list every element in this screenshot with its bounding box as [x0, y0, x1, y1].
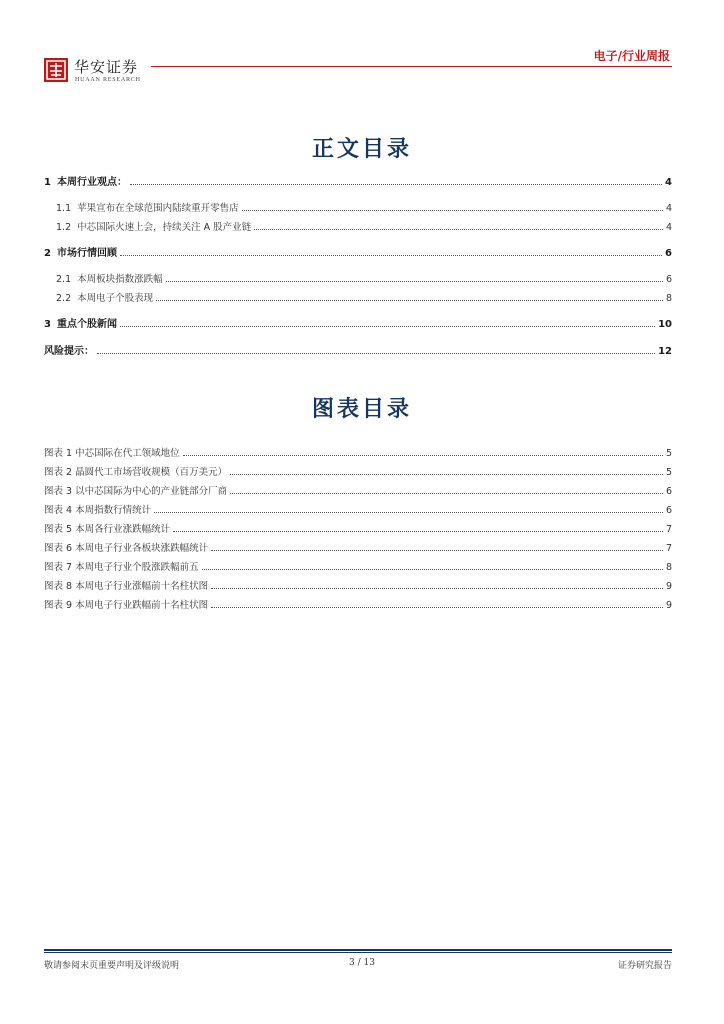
toc-item-page: 4: [665, 222, 672, 233]
figure-item-6[interactable]: [44, 540, 672, 554]
toc-leader: [120, 326, 655, 327]
toc-item-1[interactable]: [44, 174, 672, 188]
brand-name-cn: 华安证券: [74, 58, 139, 76]
figure-item-3[interactable]: [44, 483, 672, 497]
toc-item-2-2[interactable]: [44, 290, 672, 304]
footer-divider: [44, 949, 672, 951]
figure-item-8[interactable]: [44, 578, 672, 592]
toc-item-label: 苹果宣布在全球范围内陆续重开零售店: [77, 203, 239, 214]
figure-item-label: 图表 6 本周电子行业各板块涨跌幅统计: [44, 543, 209, 554]
toc-item-label: 本周电子个股表现: [77, 293, 154, 304]
toc-item-num: 3: [44, 319, 51, 330]
toc-item-page: 12: [658, 346, 672, 357]
figure-item-page: 6: [665, 505, 672, 516]
toc-leader: [242, 210, 663, 211]
toc-leader: [156, 300, 663, 301]
toc-item-page: 10: [658, 319, 672, 330]
toc-item-2[interactable]: [44, 245, 672, 259]
toc-item-page: 8: [665, 293, 672, 304]
footer-divider-thin: [44, 952, 672, 953]
toc-title: 正文目录: [311, 136, 412, 162]
toc-item-num: 1: [44, 177, 51, 188]
toc-item-1-1[interactable]: [44, 200, 672, 214]
header-divider: [151, 66, 672, 67]
figure-item-7[interactable]: [44, 559, 672, 573]
figure-item-label: 图表 8 本周电子行业涨幅前十名柱状图: [44, 581, 209, 592]
figure-item-page: 7: [665, 543, 672, 554]
toc-item-risk[interactable]: [44, 343, 672, 357]
toc-item-label: 风险提示：: [44, 346, 94, 357]
toc-item-page: 4: [665, 203, 672, 214]
toc-item-page: 6: [665, 274, 672, 285]
figure-leader: [154, 512, 663, 513]
huaan-logo-icon: [44, 58, 68, 82]
figure-item-page: 7: [665, 524, 672, 535]
figure-item-page: 8: [665, 562, 672, 573]
toc-item-page: 4: [665, 177, 672, 188]
footer-disclaimer: 敬请参阅末页重要声明及评级说明: [44, 961, 180, 971]
toc-item-num: 2.2: [56, 293, 72, 304]
toc-leader: [97, 353, 655, 354]
figure-item-label: 图表 9 本周电子行业跌幅前十名柱状图: [44, 600, 209, 611]
toc-leader: [254, 229, 663, 230]
toc-item-label: 重点个股新闻: [56, 319, 117, 330]
toc-item-label: 市场行情回顾: [56, 248, 117, 259]
toc-item-num: 1.2: [56, 222, 72, 233]
toc-leader: [130, 184, 662, 185]
figure-item-page: 9: [665, 581, 672, 592]
figure-leader: [211, 607, 663, 608]
figure-item-page: 9: [665, 600, 672, 611]
toc-item-num: 2: [44, 248, 51, 259]
figure-item-label: 图表 4 本周指数行情统计: [44, 505, 152, 516]
toc-item-1-2[interactable]: [44, 219, 672, 233]
figure-leader: [183, 455, 663, 456]
figure-item-label: 图表 1 中芯国际在代工领域地位: [44, 448, 180, 459]
figure-item-label: 图表 3 以中芯国际为中心的产业链部分厂商: [44, 486, 228, 497]
figure-item-label: 图表 7 本周电子行业个股涨跌幅前五: [44, 562, 199, 573]
figure-leader: [202, 569, 663, 570]
toc-item-label: 本周板块指数涨跌幅: [77, 274, 163, 285]
figure-item-5[interactable]: [44, 521, 672, 535]
figure-item-2[interactable]: [44, 464, 672, 478]
figure-item-1[interactable]: [44, 445, 672, 459]
page-indicator: 3 / 13: [349, 958, 375, 968]
figure-leader: [211, 588, 663, 589]
figure-item-label: 图表 5 本周各行业涨跌幅统计: [44, 524, 171, 535]
figure-leader: [230, 493, 663, 494]
figure-item-page: 5: [665, 448, 672, 459]
toc-item-2-1[interactable]: [44, 271, 672, 285]
report-type: 电子/行业周报: [593, 49, 670, 63]
toc-item-num: 1.1: [56, 203, 72, 214]
toc-item-num: 2.1: [56, 274, 72, 285]
toc-item-page: 6: [665, 248, 672, 259]
figure-item-page: 5: [665, 467, 672, 478]
figures-title: 图表目录: [311, 396, 412, 422]
footer-doc-type: 证券研究报告: [617, 961, 672, 971]
figure-item-label: 图表 2 晶圆代工市场营收规模（百万美元）: [44, 467, 228, 478]
toc-leader: [166, 281, 663, 282]
figure-item-page: 6: [665, 486, 672, 497]
figure-item-4[interactable]: [44, 502, 672, 516]
figure-leader: [211, 550, 663, 551]
figure-leader: [173, 531, 663, 532]
toc-item-label: 中芯国际火速上会，持续关注 A 股产业链: [77, 222, 252, 233]
toc-item-3[interactable]: [44, 316, 672, 330]
page-header: [44, 44, 672, 84]
toc-item-label: 本周行业观点：: [56, 177, 127, 188]
figure-leader: [230, 474, 663, 475]
toc-leader: [120, 255, 662, 256]
figure-item-9[interactable]: [44, 597, 672, 611]
brand-name-en: HUAAN RESEARCH: [75, 77, 141, 83]
